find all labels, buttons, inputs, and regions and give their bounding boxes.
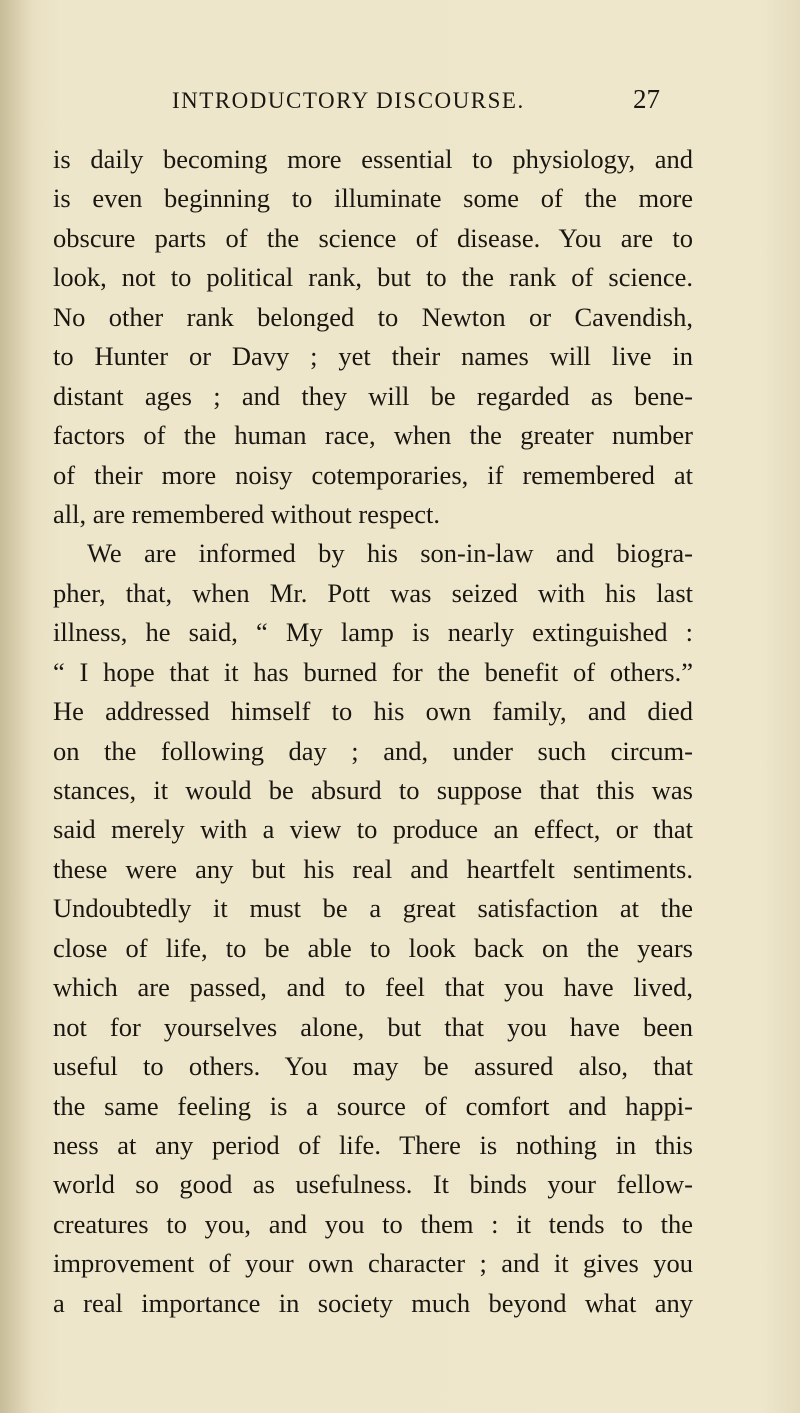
text-line: “ I hope that it has burned for the benefit of others.” [53,656,693,687]
text-line: these were any but his real and heartfelt sentiments. [53,853,693,884]
text-line: illness, he said, “ My lamp is nearly extinguished : [53,617,693,648]
text-line: the same feeling is a source of comfort and happi- [53,1090,693,1121]
text-line: of their more noisy cotemporaries, if remembered at [53,459,693,490]
running-head: INTRODUCTORY DISCOURSE. [172,88,525,113]
page-gutter-shadow [0,0,34,1413]
text-line: not for yourselves alone, but that you have been [53,1011,693,1042]
text-line: He addressed himself to his own family, and died [53,696,693,727]
text-line: factors of the human race, when the greater number [53,420,693,451]
text-line: to Hunter or Davy ; yet their names will live in [53,341,693,372]
text-line: useful to others. You may be assured also, that [53,1051,693,1082]
text-line: ness at any period of life. There is nothing in this [53,1129,693,1160]
text-line: world so good as usefulness. It binds your fellow- [53,1169,693,1200]
text-line: stances, it would be absurd to suppose that this was [53,775,693,805]
text-line: a real importance in society much beyond what any [53,1287,693,1318]
text-line: which are passed, and to feel that you have lived, [53,972,693,1003]
text-line: look, not to political rank, but to the rank of science. [53,262,693,293]
body-text [53,140,693,1323]
text-line-paragraph-start: We are informed by his son-in-law and biogra- [87,538,693,569]
text-line: improvement of your own character ; and it gives you [53,1248,693,1279]
text-line: is even beginning to illuminate some of the more [53,183,693,214]
text-line: pher, that, when Mr. Pott was seized with his last [53,577,693,608]
text-line: all, are remembered without respect. [53,498,441,529]
text-line: creatures to you, and you to them : it tends to the [53,1208,693,1239]
page-header [172,84,660,120]
text-line: close of life, to be able to look back on the years [53,932,693,963]
page-number: 27 [633,84,660,114]
text-line: No other rank belonged to Newton or Cavendish, [53,301,693,332]
text-line: on the following day ; and, under such circum- [53,735,693,766]
text-line: distant ages ; and they will be regarded as bene- [53,380,693,411]
text-line: is daily becoming more essential to physiology, and [53,144,693,174]
text-line: said merely with a view to produce an effect, or that [53,814,693,845]
text-line: Undoubtedly it must be a great satisfaction at the [53,893,693,924]
text-line: obscure parts of the science of disease. You are to [53,222,693,253]
